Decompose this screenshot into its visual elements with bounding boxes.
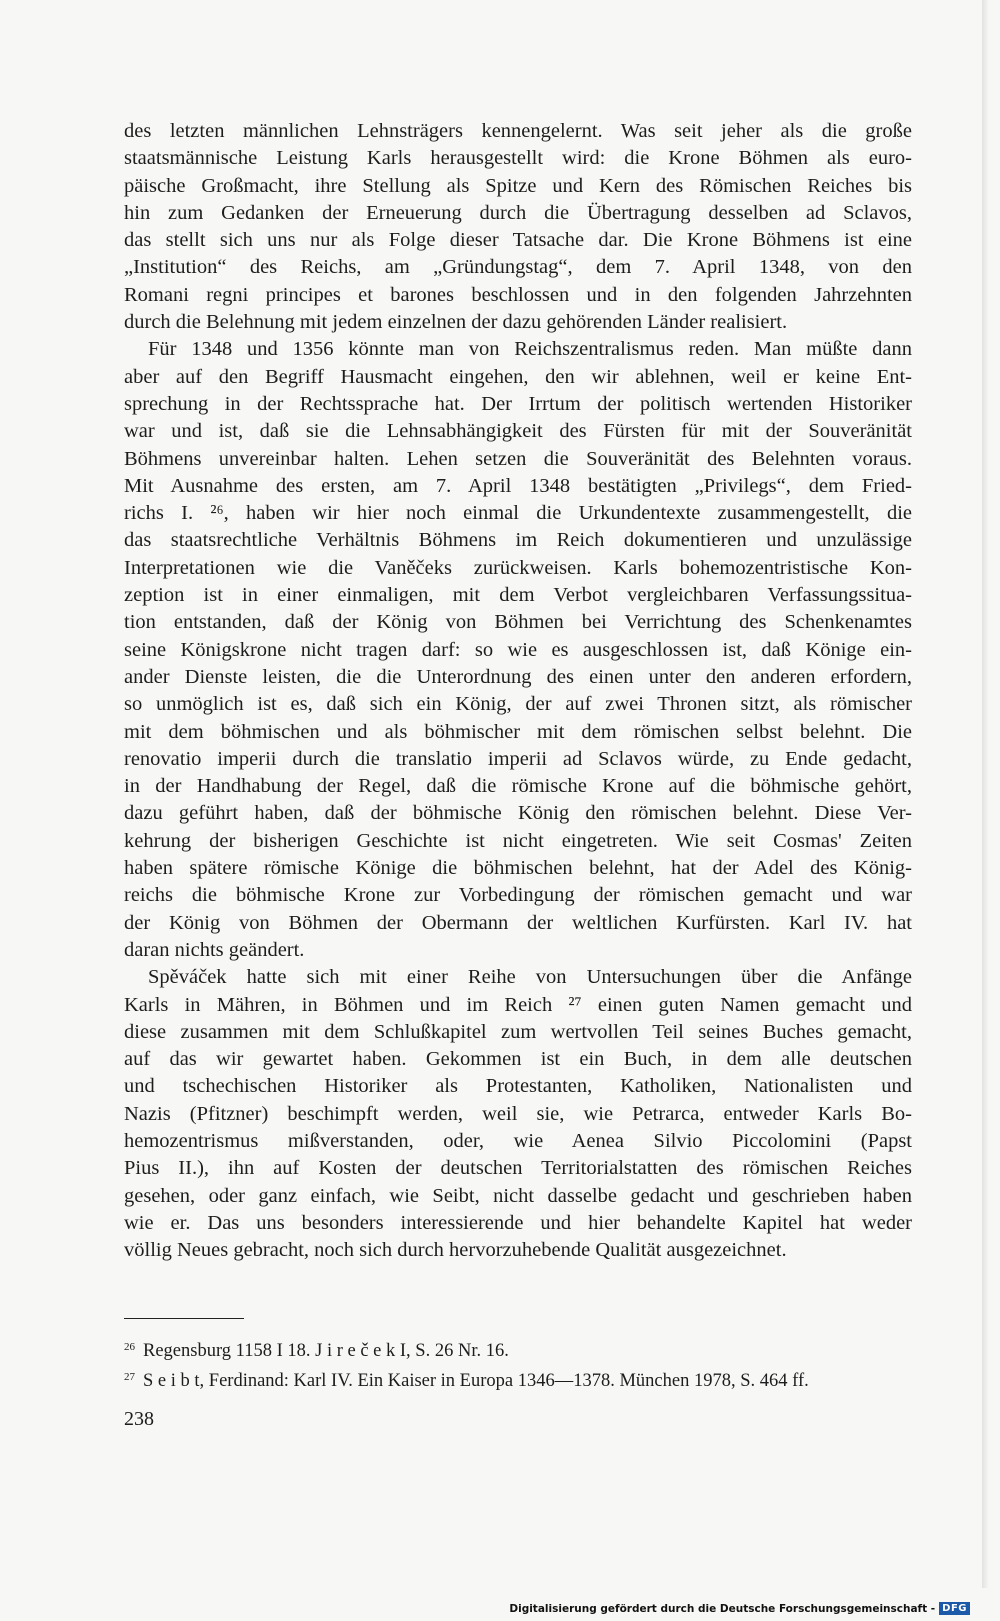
text-line: des letzten männlichen Lehnsträgers kennengelernt. Was seit jeher als die große — [124, 120, 912, 142]
funding-note[interactable] — [509, 1602, 970, 1615]
text-line: hin zum Gedanken der Erneuerung durch die Übertragung desselben ad Sclavos, — [124, 201, 912, 224]
text-line: seine Königskrone nicht tragen darf: so wie es ausgeschlossen ist, daß Könige ein- — [124, 638, 912, 661]
text-line: völlig Neues gebracht, noch sich durch hervorzuhebende Qualität ausgezeichnet. — [124, 1239, 787, 1262]
text-line: hemozentrismus mißverstanden, oder, wie Aenea Silvio Piccolomini (Papst — [124, 1129, 912, 1152]
text-line: durch die Belehnung mit jedem einzelnen der dazu gehörenden Länder realisiert. — [124, 311, 788, 334]
text-line: „Institution“ des Reichs, am „Gründungstag“, dem 7. April 1348, von den — [124, 256, 912, 279]
text-line: Böhmens unvereinbar halten. Lehen setzen die Souveränität des Belehnten voraus. — [124, 447, 912, 470]
page-number: 238 — [124, 1408, 154, 1430]
footnote-mark: 27 — [124, 1371, 135, 1383]
text-line: Mit Ausnahme des ersten, am 7. April 1348 bestätigten „Privilegs“, dem Fried- — [124, 474, 912, 497]
text-line: Spěváček hatte sich mit einer Reihe von Untersuchungen über die Anfänge — [148, 966, 912, 989]
text-line: wie er. Das uns besonders interessierende und hier behandelte Kapitel hat weder — [124, 1211, 912, 1234]
text-line: reichs die böhmische Krone zur Vorbedingung der römischen gemacht und war — [124, 884, 912, 907]
body-text — [124, 118, 912, 1264]
text-line: richs I. ²⁶, haben wir hier noch einmal die Urkundentexte zusammengestellt, die — [124, 502, 912, 525]
text-line: Pius II.), ihn auf Kosten der deutschen Territorialstatten des römischen Reiches — [124, 1157, 912, 1180]
funding-text: Digitalisierung gefördert durch die Deutsche Forschungsgemeinschaft - — [509, 1602, 936, 1615]
footnotes — [124, 1334, 924, 1394]
footnote-mark: 26 — [124, 1341, 135, 1353]
footnote-26 — [124, 1334, 924, 1364]
text-line: ander Dienste leisten, die die Unterordnung des einen unter den anderen erfordern, — [124, 665, 912, 688]
text-line: päische Großmacht, ihre Stellung als Spitze und Kern des Römischen Reiches bis — [124, 174, 912, 197]
footnote-text: S e i b t, Ferdinand: Karl IV. Ein Kaiser in Europa 1346—1378. München 1978, S. 464 ff. — [143, 1371, 809, 1391]
text-line: gesehen, oder ganz einfach, wie Seibt, nicht dasselbe gedacht und geschrieben haben — [124, 1184, 912, 1207]
text-line: mit dem böhmischen und als böhmischer mit dem römischen selbst belehnt. Die — [124, 720, 912, 743]
text-line: staatsmännische Leistung Karls herausgestellt wird: die Krone Böhmen als euro- — [124, 147, 912, 170]
text-line: war und ist, daß sie die Lehnsabhängigkeit des Fürsten für mit der Souveränität — [124, 420, 912, 443]
text-line: das staatsrechtliche Verhältnis Böhmens im Reich dokumentieren und unzulässige — [124, 529, 912, 552]
text-line: so unmöglich ist es, daß sich ein König, der auf zwei Thronen sitzt, als römischer — [124, 693, 912, 716]
dfg-logo-icon: DFG — [939, 1602, 970, 1615]
text-line: tion entstanden, daß der König von Böhmen bei Verrichtung des Schenkenamtes — [124, 611, 912, 634]
footnote-rule — [124, 1318, 244, 1319]
text-line: dazu geführt haben, daß der böhmische König den römischen belehnt. Diese Ver- — [124, 802, 912, 825]
scan-edge-shadow — [982, 0, 988, 1588]
text-line: diese zusammen mit dem Schlußkapitel zum wertvollen Teil seines Buches gemacht, — [124, 1020, 912, 1043]
footnote-text: Regensburg 1158 I 18. J i r e č e k I, S. 26 Nr. 16. — [143, 1341, 509, 1361]
text-line: zeption ist in einer einmaligen, mit dem Verbot vergleichbaren Verfassungssitua- — [124, 584, 912, 607]
text-line: in der Handhabung der Regel, daß die römische Krone auf die böhmische gehört, — [124, 775, 912, 798]
text-line: daran nichts geändert. — [124, 938, 305, 961]
text-line: der König von Böhmen der Obermann der weltlichen Kurfürsten. Karl IV. hat — [124, 911, 912, 934]
text-line: renovatio imperii durch die translatio imperii ad Sclavos würde, zu Ende gedacht, — [124, 747, 912, 770]
text-line: auf das wir gewartet haben. Gekommen ist ein Buch, in dem alle deutschen — [124, 1048, 912, 1071]
text-line: das stellt sich uns nur als Folge dieser Tatsache dar. Die Krone Böhmens ist eine — [124, 229, 912, 252]
text-line: Nazis (Pfitzner) beschimpft werden, weil sie, wie Petrarca, entweder Karls Bo- — [124, 1102, 912, 1125]
text-line: kehrung der bisherigen Geschichte ist nicht eingetreten. Wie seit Cosmas' Zeiten — [124, 829, 912, 852]
text-line: Interpretationen wie die Vaněčeks zurückweisen. Karls bohemozentristische Kon- — [124, 556, 912, 579]
text-line: Für 1348 und 1356 könnte man von Reichszentralismus reden. Man müßte dann — [148, 338, 912, 361]
text-line: haben spätere römische Könige die böhmischen belehnt, hat der Adel des König- — [124, 857, 912, 880]
text-line: Romani regni principes et barones beschlossen und in den folgenden Jahrzehnten — [124, 283, 912, 306]
text-line: aber auf den Begriff Hausmacht eingehen, den wir ablehnen, weil er keine Ent- — [124, 365, 912, 388]
text-line: sprechung in der Rechtssprache hat. Der Irrtum der politisch wertenden Historiker — [124, 392, 912, 415]
footnote-27 — [124, 1364, 924, 1394]
text-line: und tschechischen Historiker als Protestanten, Katholiken, Nationalisten und — [124, 1075, 912, 1098]
text-line: Karls in Mähren, in Böhmen und im Reich ²⁷ einen guten Namen gemacht und — [124, 993, 912, 1016]
